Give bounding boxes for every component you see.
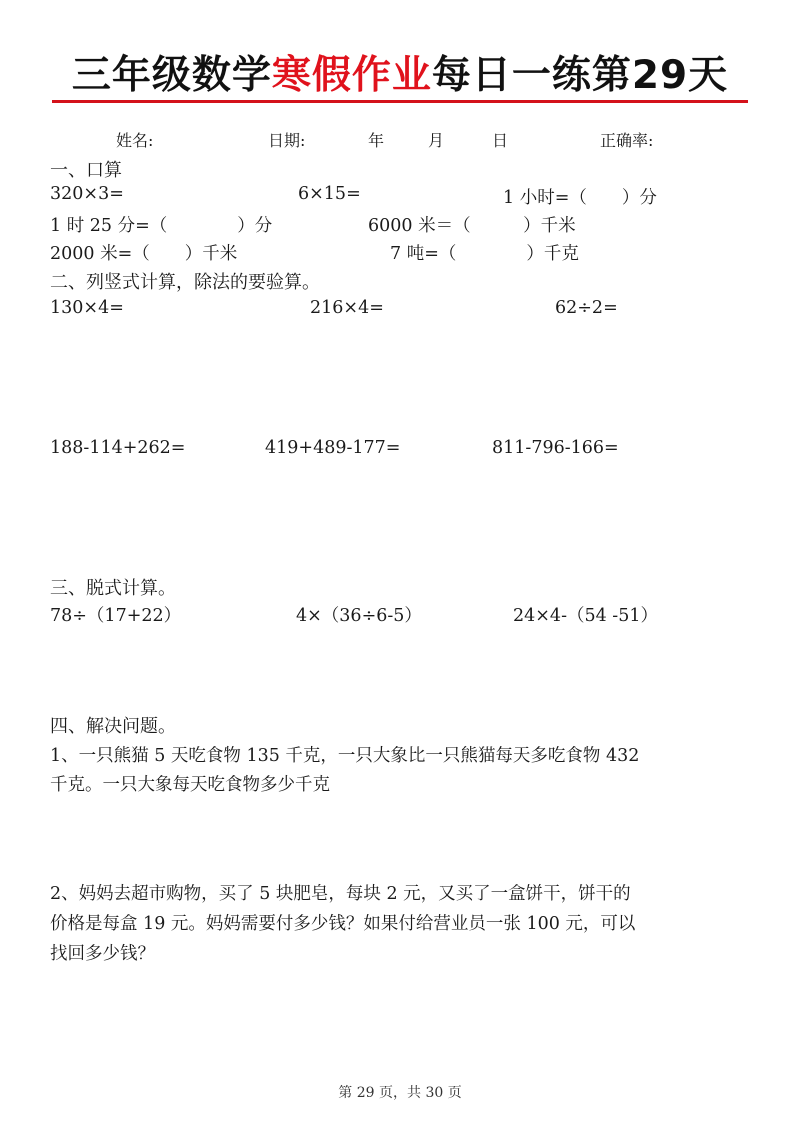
problem-2-line-1: 2、妈妈去超市购物，买了 5 块肥皂，每块 2 元，又买了一盒饼干，饼干的	[50, 884, 631, 904]
section-problems-title: 四、解决问题。	[50, 716, 176, 737]
vertical-item: 130×4=	[50, 298, 124, 318]
oral-item: 1 时 25 分=（ ）分	[50, 216, 273, 236]
oral-item: 6000 米＝（ ）千米	[368, 216, 576, 236]
day-label: 日	[492, 131, 509, 150]
date-label: 日期:	[268, 131, 306, 150]
vertical-item: 188-114+262=	[50, 438, 186, 458]
section-stepwise-title: 三、脱式计算。	[50, 578, 176, 599]
vertical-item: 811-796-166=	[492, 438, 619, 458]
vertical-item: 216×4=	[310, 298, 384, 318]
page-title	[0, 44, 800, 100]
oral-item: 320×3=	[50, 184, 124, 204]
vertical-item: 62÷2=	[555, 298, 618, 318]
problem-2-line-2: 价格是每盒 19 元。妈妈需要付多少钱？如果付给营业员一张 100 元，可以	[50, 914, 636, 934]
year-label: 年	[368, 131, 385, 150]
section-vertical-title: 二、列竖式计算，除法的要验算。	[50, 272, 320, 293]
title-part-1: 三年级数学	[71, 53, 272, 98]
stepwise-item: 24×4-（54 -51）	[513, 606, 658, 626]
page-footer: 第 29 页，共 30 页	[338, 1085, 462, 1101]
title-part-2: 每日一练第29天	[431, 53, 729, 98]
oral-item: 1 小时=（ ）分	[503, 188, 657, 208]
title-underline	[52, 100, 748, 103]
stepwise-item: 78÷（17+22）	[50, 606, 182, 626]
month-label: 月	[428, 131, 445, 150]
problem-1-line-2: 千克。一只大象每天吃食物多少千克	[50, 775, 330, 795]
stepwise-item: 4×（36÷6-5）	[296, 606, 422, 626]
oral-item: 7 吨=（ ）千克	[390, 244, 579, 264]
accuracy-label: 正确率:	[600, 131, 654, 150]
problem-1-line-1: 1、一只熊猫 5 天吃食物 135 千克，一只大象比一只熊猫每天多吃食物 432	[50, 746, 640, 766]
oral-item: 2000 米=（ ）千米	[50, 244, 238, 264]
section-oral-title: 一、口算	[50, 160, 122, 181]
title-highlight: 寒假作业	[271, 53, 432, 98]
vertical-item: 419+489-177=	[265, 438, 401, 458]
problem-2-line-3: 找回多少钱？	[50, 944, 155, 964]
name-label: 姓名:	[116, 131, 154, 150]
oral-item: 6×15=	[298, 184, 361, 204]
